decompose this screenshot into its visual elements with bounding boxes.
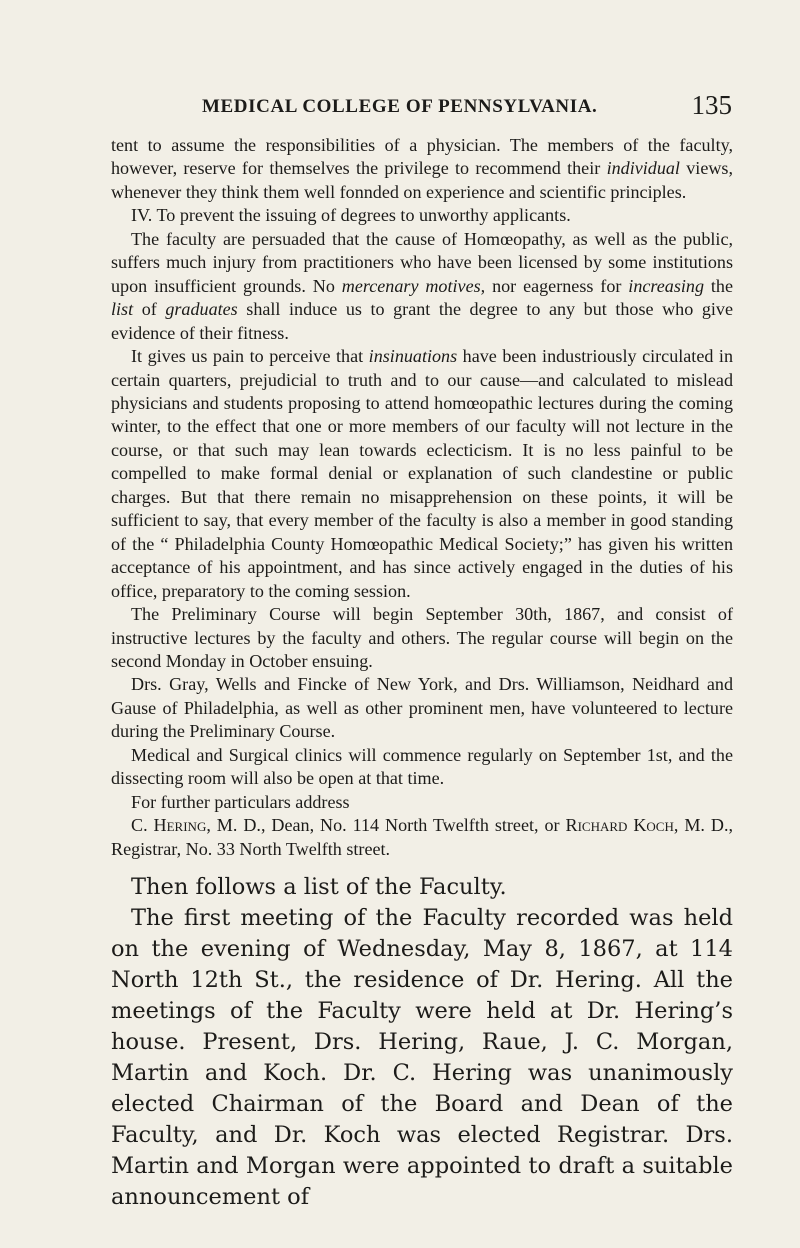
paragraph: The Preliminary Course will begin September 30th, 1867, and consist of instructive lectures by the faculty and others. The regular course will begin on the second Monday in October ensuing. (111, 604, 733, 671)
paragraph: It gives us pain to perceive that insinuations have been industriously circulated in certain quarters, prejudicial to truth and to our cause—and calculated to mislead physicians and students proposing to attend homœopathic lectures during the coming winter, to the effect that one or more members of our faculty will not lecture in the course, or that such may lean towards eclecticism. It is no less painful to be compelled to make formal denial or explanation of such clandestine or public charges. But that there remain no misapprehension on these points, it will be sufficient to say, that every member of the faculty is also a member in good standing of the “ Philadelphia County Homœopathic Medical Society;” has given his written acceptance of his appointment, and has since actively engaged in the duties of his office, preparatory to the coming session. (111, 346, 734, 601)
paragraph: Drs. Gray, Wells and Fincke of New York, and Drs. Williamson, Neidhard and Gause of Philadelphia, as well as other prominent men, have volunteered to lecture during the Preliminary Course. (111, 674, 733, 742)
paragraph: Medical and Surgical clinics will commence regularly on September 1st, and the dissecting room will also be open at that time. (111, 744, 733, 789)
paragraph: C. Hering, M. D., Dean, No. 114 North Twelfth street, or Richard Koch, M. D., Registrar, No. 33 North Twelfth street. (111, 815, 734, 859)
paragraph: IV. To prevent the issuing of degrees to unworthy applicants. (131, 205, 571, 226)
paragraph: For further particulars address (131, 791, 350, 812)
body-text (111, 134, 733, 861)
running-title: MEDICAL COLLEGE OF PENNSYLVANIA. (202, 96, 598, 117)
paragraph: The faculty are persuaded that the cause of Homœopathy, as well as the public, suffers much injury from practitioners who have been licensed by some institutions upon insufficient grounds. No mercenary motives, nor eagerness for increasing the list of graduates shall induce us to grant the degree to any but those who give evidence of their fitness. (111, 228, 734, 343)
page-number: 135 (691, 90, 732, 120)
paragraph: The first meeting of the Faculty recorded was held on the evening of Wednesday, May 8, 1867, at 114 North 12th St., the residence of Dr. Hering. All the meetings of the Faculty were held at Dr. Hering’s house. Present, Drs. Hering, Raue, J. C. Morgan, Martin and Koch. Dr. C. Hering was unanimously elected Chairman of the Board and Dean of the Faculty, and Dr. Koch was elected Registrar. Drs. Martin and Morgan were appointed to draft a suitable announcement of (111, 905, 733, 1210)
paragraph: tent to assume the responsibilities of a physician. The members of the faculty, however, reserve for themselves the privilege to recommend their individual views, whenever they think them well fonnded on experience and scientific principles. (111, 135, 733, 202)
large-type-text (111, 872, 733, 1213)
paragraph: Then follows a list of the Faculty. (131, 874, 507, 900)
